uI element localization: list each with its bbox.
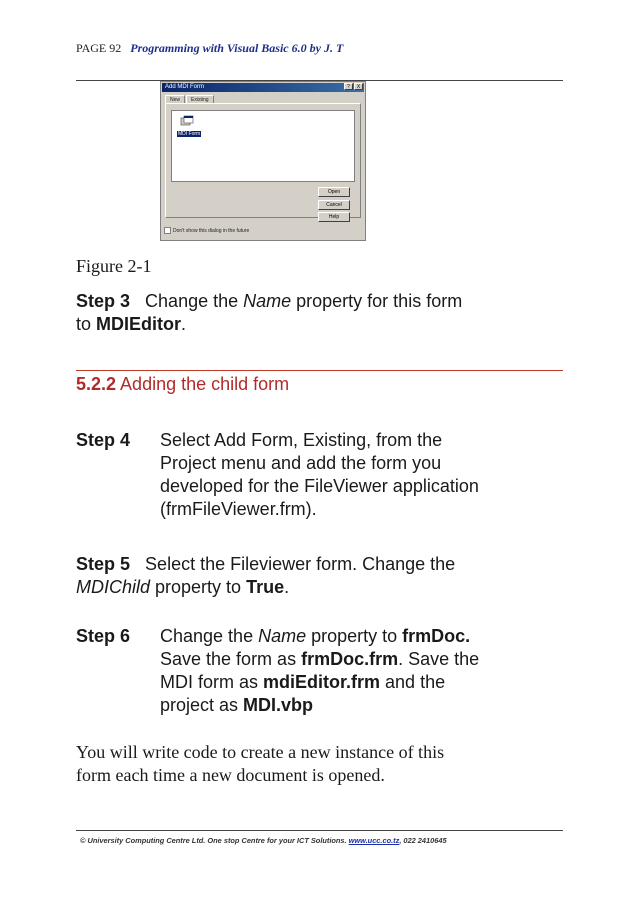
- step-5-label: Step 5: [76, 554, 131, 574]
- copyright-symbol: ©: [80, 836, 86, 845]
- step-4: [76, 429, 566, 521]
- step-6-filename: MDI.vbp: [243, 695, 314, 715]
- step-6-name-property: Name: [258, 626, 307, 646]
- step-6-value: frmDoc.: [402, 626, 471, 646]
- close-icon[interactable]: X: [354, 83, 363, 90]
- section-number: 5.2.2: [76, 374, 117, 394]
- mdi-form-item[interactable]: MDI Form: [178, 131, 201, 137]
- tab-existing[interactable]: Existing: [186, 95, 214, 104]
- dont-show-checkbox[interactable]: [164, 227, 171, 234]
- footer: [80, 836, 447, 845]
- footer-text: University Computing Centre Ltd. One stop Centre for your ICT Solutions.: [85, 836, 349, 845]
- step-6-label: Step 6: [76, 626, 131, 646]
- section-heading: [76, 373, 566, 396]
- closing-paragraph: [76, 741, 444, 787]
- dialog-title-buttons: [344, 83, 363, 91]
- step-4-label: Step 4: [76, 430, 131, 450]
- form-type-list[interactable]: [171, 110, 355, 182]
- help-button[interactable]: Help: [318, 212, 350, 222]
- closing-line: You will write code to create a new instance of this: [76, 742, 445, 762]
- step-3-text-b: property for this form: [291, 291, 463, 311]
- step-5-text: Select the Fileviewer form. Change the: [145, 554, 456, 574]
- step-6-text: Change the: [160, 626, 259, 646]
- step-5-text-b: property to: [150, 577, 247, 597]
- footer-link[interactable]: www.ucc.co.tz: [348, 836, 400, 845]
- add-mdi-form-dialog-screenshot: [160, 81, 366, 241]
- step-4-line: Project menu and add the form you: [160, 453, 442, 473]
- step-5-period: .: [284, 577, 290, 597]
- step-3: [76, 290, 566, 336]
- mdi-form-icon: [180, 115, 194, 129]
- step-6-text: property to: [306, 626, 403, 646]
- step-3-text-c: to: [76, 314, 97, 334]
- closing-line: form each time a new document is opened.: [76, 765, 385, 785]
- step-3-label: Step 3: [76, 291, 131, 311]
- step-6-text: . Save the: [398, 649, 480, 669]
- footer-rule: [76, 830, 563, 831]
- step-4-line: Select Add Form, Existing, from the: [160, 430, 443, 450]
- section-rule: [76, 370, 563, 371]
- step-6-text: MDI form as: [160, 672, 264, 692]
- step-6-filename: mdiEditor.frm: [263, 672, 381, 692]
- step-3-name-property: Name: [243, 291, 292, 311]
- dialog-title-bar: [162, 83, 364, 92]
- section-title: Adding the child form: [116, 374, 290, 394]
- dont-show-checkbox-row: [164, 227, 249, 234]
- step-6-text: Save the form as: [160, 649, 302, 669]
- cancel-button[interactable]: Cancel: [318, 200, 350, 210]
- step-5: [76, 553, 566, 599]
- open-button[interactable]: Open: [318, 187, 350, 197]
- step-6-text: project as: [160, 695, 244, 715]
- footer-phone: , 022 2410645: [399, 836, 447, 845]
- dont-show-label: Don't show this dialog in the future: [173, 227, 250, 234]
- step-3-period: .: [181, 314, 187, 334]
- step-6-filename: frmDoc.frm: [301, 649, 399, 669]
- page-number: PAGE 92: [76, 41, 122, 55]
- step-3-text: Change the: [145, 291, 244, 311]
- running-header: [76, 41, 343, 56]
- step-3-value: MDIEditor: [96, 314, 182, 334]
- tab-new[interactable]: New: [165, 95, 185, 104]
- step-5-value: True: [246, 577, 285, 597]
- step-6-text: and the: [380, 672, 446, 692]
- dialog-tab-panel: [165, 103, 361, 218]
- step-4-line: (frmFileViewer.frm).: [160, 499, 317, 519]
- figure-caption: Figure 2-1: [76, 256, 152, 276]
- dialog-title: Add MDI Form: [165, 84, 205, 90]
- step-4-line: developed for the FileViewer application: [160, 476, 479, 496]
- step-6: [76, 625, 566, 717]
- step-5-property: MDIChild: [76, 577, 151, 597]
- book-title: Programming with Visual Basic 6.0 by J. T: [130, 41, 344, 55]
- help-icon[interactable]: ?: [344, 83, 353, 90]
